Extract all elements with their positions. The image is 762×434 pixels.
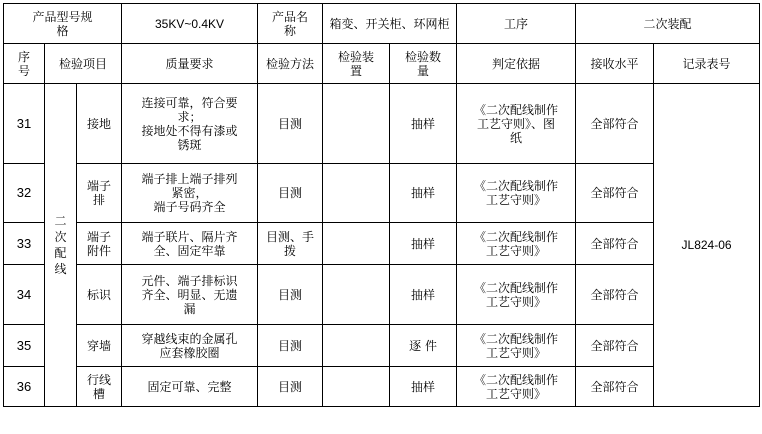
row-quality: 固定可靠、完整 bbox=[122, 367, 258, 407]
col-device: 检验装 置 bbox=[323, 44, 390, 84]
row-method: 目测、手 拨 bbox=[258, 223, 323, 265]
row-accept: 全部符合 bbox=[576, 265, 654, 325]
table-row bbox=[4, 223, 760, 265]
inspection-table bbox=[3, 3, 760, 407]
product-name-value: 箱变、开关柜、环网柜 bbox=[323, 4, 457, 44]
product-model-label: 产品型号规 格 bbox=[4, 4, 122, 44]
process-value: 二次装配 bbox=[576, 4, 760, 44]
product-model-value: 35KV~0.4KV bbox=[122, 4, 258, 44]
col-quality: 质量要求 bbox=[122, 44, 258, 84]
row-quality: 端子排上端子排列 紧密， 端子号码齐全 bbox=[122, 164, 258, 223]
table-row bbox=[4, 265, 760, 325]
row-basis: 《二次配线制作 工艺守则》 bbox=[457, 164, 576, 223]
row-seq: 33 bbox=[4, 223, 45, 265]
process-label: 工序 bbox=[457, 4, 576, 44]
table-row bbox=[4, 164, 760, 223]
row-method: 目测 bbox=[258, 265, 323, 325]
row-seq: 34 bbox=[4, 265, 45, 325]
row-accept: 全部符合 bbox=[576, 325, 654, 367]
row-device bbox=[323, 265, 390, 325]
row-basis: 《二次配线制作 工艺守则》 bbox=[457, 223, 576, 265]
header-row bbox=[4, 4, 760, 44]
row-method: 目测 bbox=[258, 367, 323, 407]
table-row bbox=[4, 84, 760, 164]
row-method: 目测 bbox=[258, 325, 323, 367]
row-seq: 36 bbox=[4, 367, 45, 407]
row-basis: 《二次配线制作 工艺守则》 bbox=[457, 367, 576, 407]
row-accept: 全部符合 bbox=[576, 84, 654, 164]
row-item: 端子 附件 bbox=[77, 223, 122, 265]
row-qty: 抽样 bbox=[390, 367, 457, 407]
row-device bbox=[323, 367, 390, 407]
row-accept: 全部符合 bbox=[576, 367, 654, 407]
row-device bbox=[323, 164, 390, 223]
record-number: JL824-06 bbox=[654, 84, 760, 407]
row-item: 标识 bbox=[77, 265, 122, 325]
row-basis: 《二次配线制作 工艺守则》 bbox=[457, 265, 576, 325]
table-row bbox=[4, 367, 760, 407]
col-seq: 序 号 bbox=[4, 44, 45, 84]
row-quality: 端子联片、隔片齐 全、固定牢靠 bbox=[122, 223, 258, 265]
row-quality: 连接可靠，符合要 求； 接地处不得有漆或 锈斑 bbox=[122, 84, 258, 164]
row-accept: 全部符合 bbox=[576, 223, 654, 265]
row-device bbox=[323, 223, 390, 265]
row-basis: 《二次配线制作 工艺守则》 bbox=[457, 325, 576, 367]
row-item: 行线 槽 bbox=[77, 367, 122, 407]
table-row bbox=[4, 325, 760, 367]
row-qty: 逐 件 bbox=[390, 325, 457, 367]
row-seq: 32 bbox=[4, 164, 45, 223]
col-record: 记录表号 bbox=[654, 44, 760, 84]
col-basis: 判定依据 bbox=[457, 44, 576, 84]
group-label: 二 次 配 线 bbox=[45, 84, 77, 407]
row-quality: 穿越线束的金属孔 应套橡胶圈 bbox=[122, 325, 258, 367]
product-name-label: 产品名 称 bbox=[258, 4, 323, 44]
row-item: 接地 bbox=[77, 84, 122, 164]
row-method: 目测 bbox=[258, 84, 323, 164]
row-item: 穿墙 bbox=[77, 325, 122, 367]
row-method: 目测 bbox=[258, 164, 323, 223]
row-qty: 抽样 bbox=[390, 265, 457, 325]
row-qty: 抽样 bbox=[390, 223, 457, 265]
row-device bbox=[323, 325, 390, 367]
col-item: 检验项目 bbox=[45, 44, 122, 84]
row-device bbox=[323, 84, 390, 164]
row-qty: 抽样 bbox=[390, 164, 457, 223]
row-item: 端子 排 bbox=[77, 164, 122, 223]
col-method: 检验方法 bbox=[258, 44, 323, 84]
row-qty: 抽样 bbox=[390, 84, 457, 164]
row-quality: 元件、端子排标识 齐全、明显、无遗 漏 bbox=[122, 265, 258, 325]
row-seq: 35 bbox=[4, 325, 45, 367]
inspection-sheet bbox=[3, 3, 759, 407]
row-seq: 31 bbox=[4, 84, 45, 164]
col-qty: 检验数 量 bbox=[390, 44, 457, 84]
row-accept: 全部符合 bbox=[576, 164, 654, 223]
col-accept: 接收水平 bbox=[576, 44, 654, 84]
column-header-row bbox=[4, 44, 760, 84]
row-basis: 《二次配线制作 工艺守则》、图 纸 bbox=[457, 84, 576, 164]
